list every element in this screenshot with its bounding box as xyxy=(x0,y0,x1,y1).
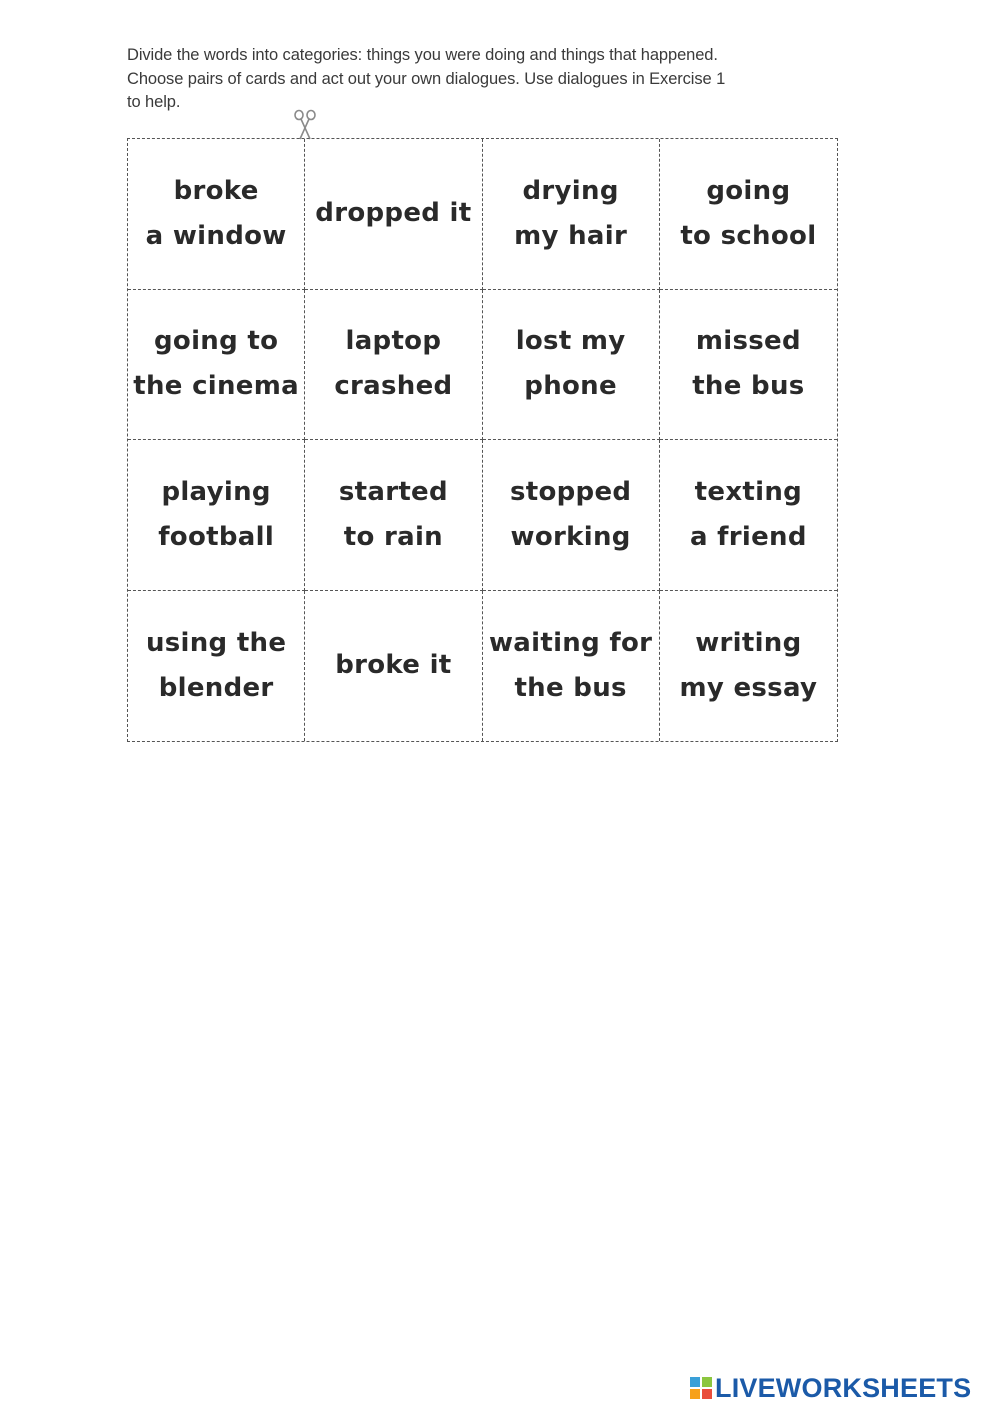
card xyxy=(305,290,482,441)
card-line-2: working xyxy=(510,521,631,552)
card xyxy=(305,139,482,290)
card xyxy=(483,139,660,290)
card-grid xyxy=(127,138,838,742)
card-line-1: texting xyxy=(694,476,803,507)
card-line-2: phone xyxy=(524,371,617,402)
card-line-1: dropped it xyxy=(315,198,472,229)
card-line-1: writing xyxy=(695,627,802,658)
card xyxy=(483,591,660,742)
card-line-2: football xyxy=(158,521,275,552)
card xyxy=(305,591,482,742)
card xyxy=(305,440,482,591)
card-line-1: going xyxy=(706,175,791,206)
card-line-1: broke xyxy=(173,175,259,206)
card-line-1: started xyxy=(338,476,448,507)
liveworksheets-brand xyxy=(690,1373,971,1403)
card-line-2: a window xyxy=(145,220,287,251)
card-line-1: lost my xyxy=(515,326,626,357)
card xyxy=(660,139,837,290)
card-line-1: broke it xyxy=(335,650,452,681)
card-line-1: missed xyxy=(695,326,801,357)
brand-name: LIVEWORKSHEETS xyxy=(715,1373,972,1403)
card-line-2: a friend xyxy=(689,521,807,552)
card xyxy=(128,290,305,441)
card-line-1: stopped xyxy=(509,476,632,507)
card xyxy=(660,290,837,441)
instruction-line-1: Divide the words into categories: things you were doing and things that happened. xyxy=(127,46,718,64)
scissors-icon xyxy=(291,109,319,141)
card-line-1: drying xyxy=(522,175,619,206)
instructions xyxy=(127,44,847,115)
card xyxy=(660,591,837,742)
card-line-1: playing xyxy=(161,476,271,507)
card-line-2: to school xyxy=(680,220,817,251)
card-line-2: blender xyxy=(158,672,274,703)
card xyxy=(128,440,305,591)
card xyxy=(660,440,837,591)
card xyxy=(483,440,660,591)
instruction-line-2: Choose pairs of cards and act out your own dialogues. Use dialogues in Exercise 1 xyxy=(127,69,726,88)
card-line-1: using the xyxy=(145,627,287,658)
card-line-2: crashed xyxy=(334,371,453,402)
card-line-2: the cinema xyxy=(133,371,299,402)
card-line-1: waiting for xyxy=(488,627,653,658)
card-line-2: my hair xyxy=(514,220,628,251)
card-line-2: my essay xyxy=(679,672,818,703)
liveworksheets-logo-icon xyxy=(690,1377,712,1399)
card xyxy=(483,290,660,441)
card xyxy=(128,139,305,290)
card-line-2: the bus xyxy=(514,672,627,703)
card-line-2: to rain xyxy=(343,521,443,552)
instruction-line-3: to help. xyxy=(127,93,181,111)
card-line-1: going to xyxy=(154,326,279,357)
card-line-1: laptop xyxy=(345,326,442,357)
card-line-2: the bus xyxy=(692,371,805,402)
card xyxy=(128,591,305,742)
